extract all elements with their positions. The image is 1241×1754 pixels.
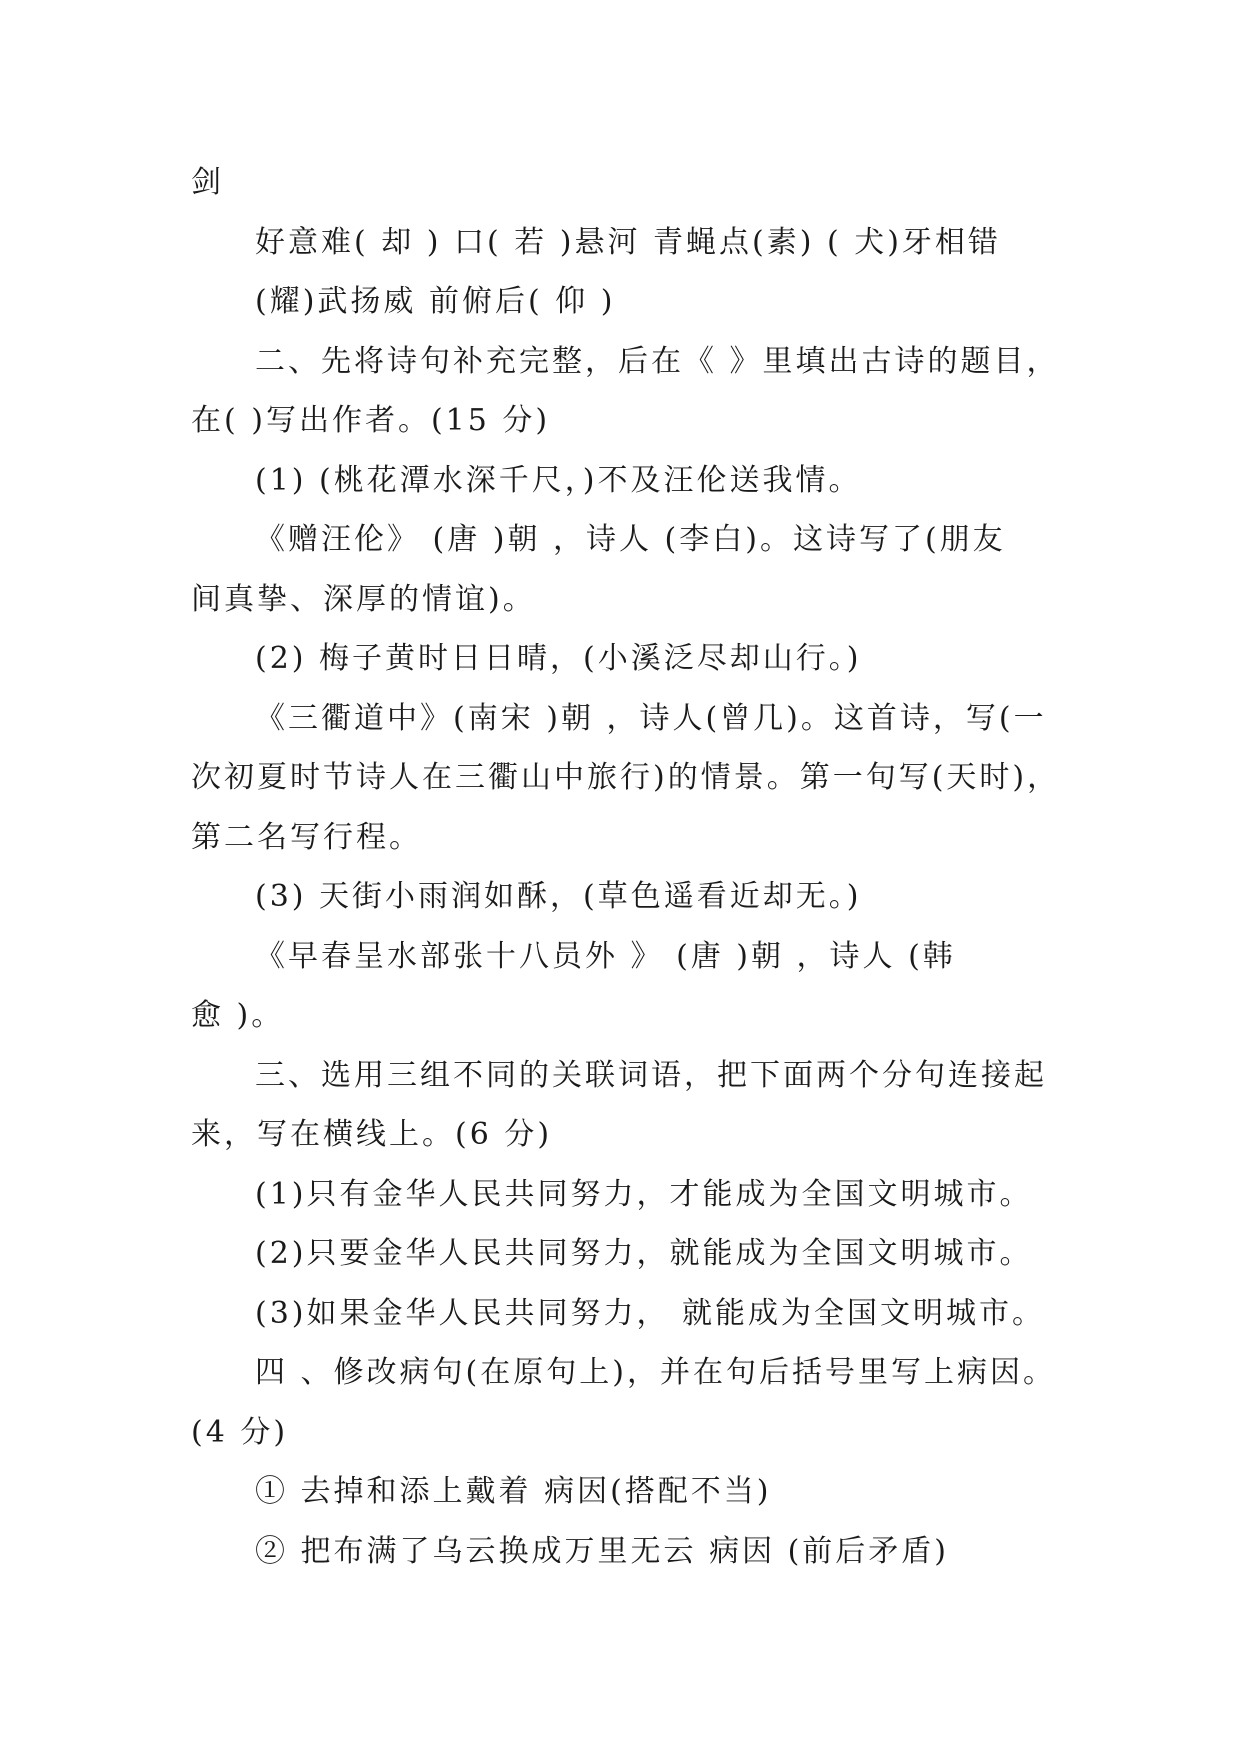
text-line: 二、先将诗句补充完整，后在《 》里填出古诗的题目， [255,344,1060,379]
text-line: (3)如果金华人民共同努力， 就能成为全国文明城市。 [255,1296,1046,1331]
text-line: (2) 梅子黄时日日晴，(小溪泛尽却山行。) [255,641,862,676]
text-line: (4 分) [191,1415,289,1450]
text-line: 第二名写行程。 [191,820,422,855]
text-line: ① 去掉和添上戴着 病因(搭配不当) [255,1474,772,1509]
text-line: 三、选用三组不同的关联词语，把下面两个分句连接起 [255,1058,1047,1093]
text-line: 四 、修改病句(在原句上)，并在句后括号里写上病因。 [255,1355,1056,1390]
text-line: 在( )写出作者。(15 分) [191,403,551,438]
text-line: 剑 [191,165,224,200]
text-line: (3) 天街小雨润如酥，(草色遥看近却无。) [255,879,862,914]
text-line: 来，写在横线上。(6 分) [191,1117,553,1152]
text-line: 次初夏时节诗人在三衢山中旅行)的情景。第一句写(天时)， [191,760,1061,795]
text-line: (1) (桃花潭水深千尺，)不及汪伦送我情。 [255,463,862,498]
text-line: (1)只有金华人民共同努力，才能成为全国文明城市。 [255,1177,1033,1212]
text-line: 好意难( 却 ) 口( 若 )悬河 青蝇点(素) ( 犬)牙相错 [255,225,1001,260]
text-line: 《早春呈水部张十八员外 》 (唐 )朝 ，诗人 (韩 [255,939,956,974]
text-line: (2)只要金华人民共同努力，就能成为全国文明城市。 [255,1236,1033,1271]
text-line: 《三衢道中》(南宋 )朝 ，诗人(曾几)。这首诗，写(一 [255,701,1047,736]
text-line: 间真挚、深厚的情谊)。 [191,582,536,617]
text-line: ② 把布满了乌云换成万里无云 病因 (前后矛盾) [255,1534,950,1569]
text-line: 《赠汪伦》 (唐 )朝 ，诗人 (李白)。这诗写了(朋友 [255,522,1006,557]
text-line: (耀)武扬威 前俯后( 仰 ) [255,284,616,319]
text-line: 愈 )。 [191,998,285,1033]
